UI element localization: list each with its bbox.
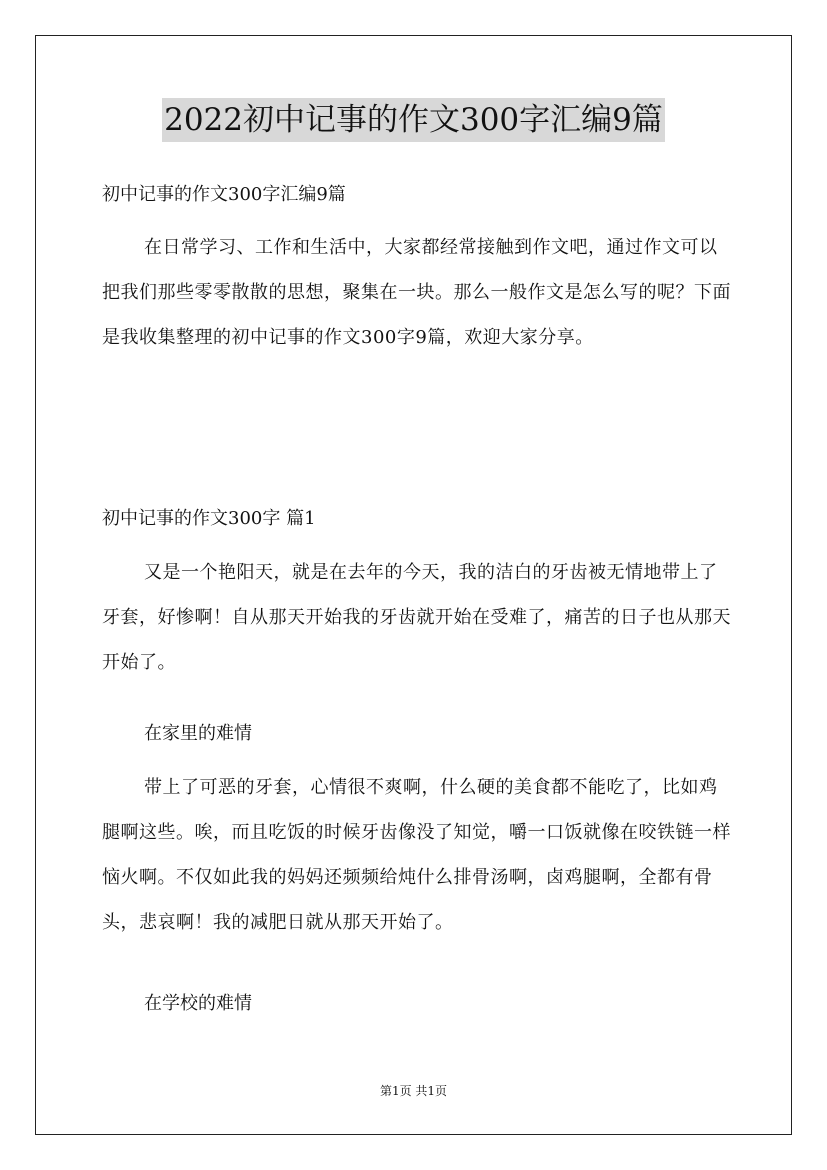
section-heading: 初中记事的作文300字 篇1 bbox=[102, 508, 316, 529]
paragraph-1: 又是一个艳阳天，就是在去年的今天，我的洁白的牙齿被无情地带上了牙套，好惨啊！自从那天开始我的牙齿就开始在受难了，痛苦的日子也从那天开始了。 bbox=[102, 562, 731, 673]
page-footer: 第1页 共1页 bbox=[379, 1084, 448, 1098]
paragraph-2: 带上了可恶的牙套，心情很不爽啊，什么硬的美食都不能吃了，比如鸡腿啊这些。唉，而且吃饭的时候牙齿像没了知觉，嚼一口饭就像在咬铁链一样恼火啊。不仅如此我的妈妈还频频给炖什么排骨汤啊，卤鸡腿啊，全都有骨头，悲哀啊！我的减肥日就从那天开始了。 bbox=[102, 777, 731, 933]
document-subtitle: 初中记事的作文300字汇编9篇 bbox=[102, 184, 346, 205]
document-title-text: 2022初中记事的作文300字汇编9篇 bbox=[162, 98, 665, 142]
document-title bbox=[0, 98, 827, 142]
subheading-school: 在学校的难情 bbox=[144, 993, 252, 1014]
subheading-home: 在家里的难情 bbox=[144, 723, 252, 744]
intro-paragraph: 在日常学习、工作和生活中，大家都经常接触到作文吧，通过作文可以把我们那些零零散散的思想，聚集在一块。那么一般作文是怎么写的呢？下面是我收集整理的初中记事的作文300字9篇，欢迎大家分享。 bbox=[102, 237, 731, 348]
